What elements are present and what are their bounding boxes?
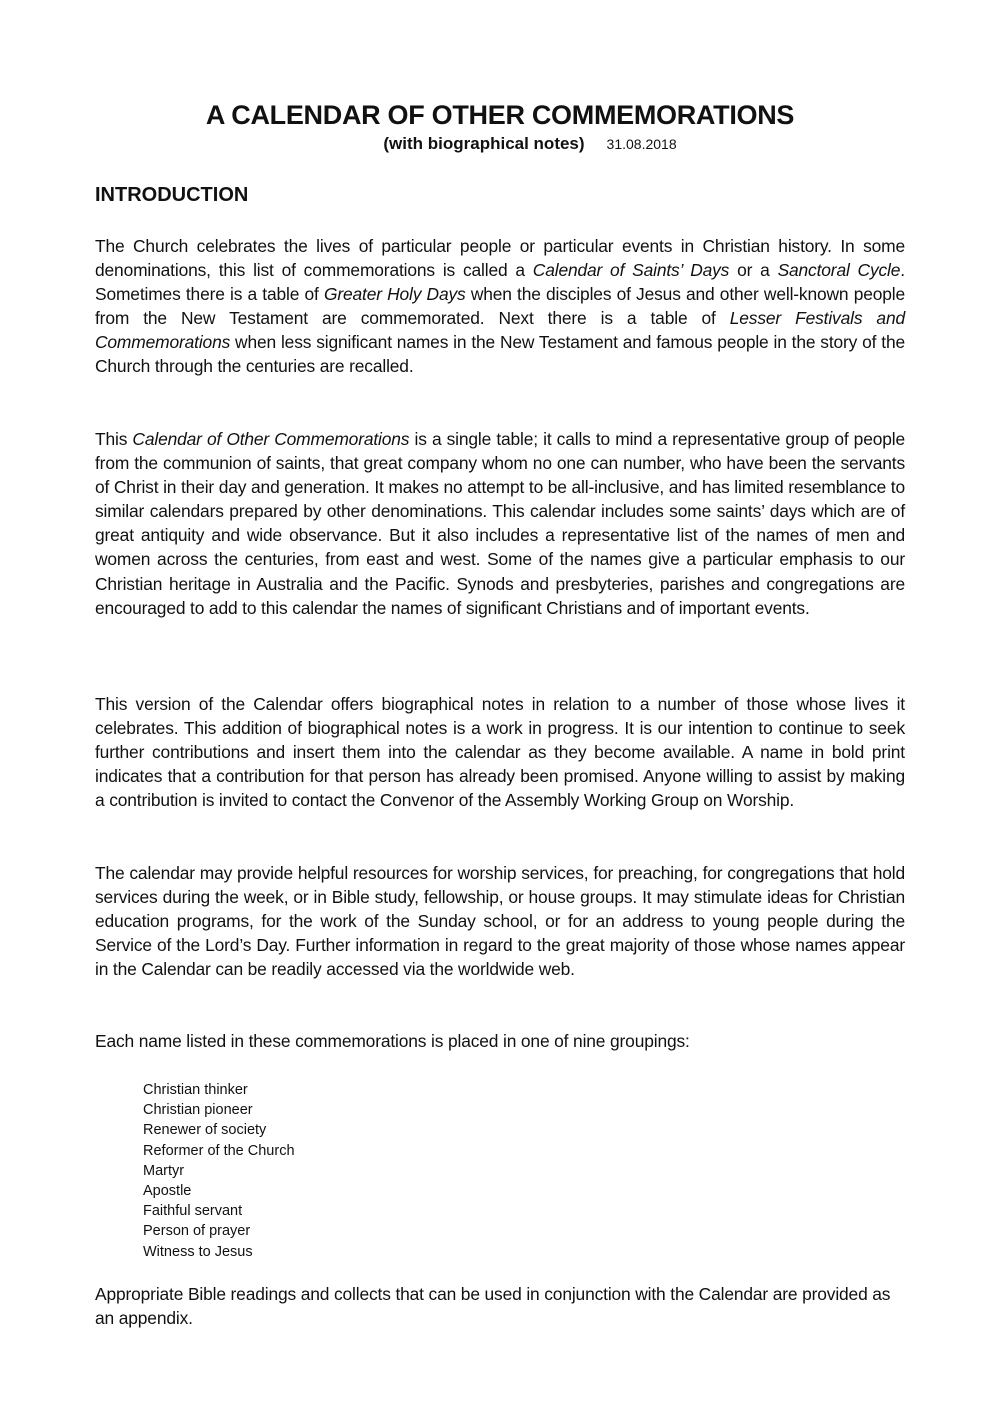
text-run: Each name listed in these commemorations is placed in one of nine groupings: (95, 1031, 690, 1051)
groupings-intro-paragraph (95, 1029, 905, 1053)
grouping-item: Martyr (143, 1162, 185, 1179)
italic-run: Lesser Festivals and Commemorations (95, 308, 905, 353)
intro-paragraph-4 (95, 861, 905, 981)
text-run: This version of the Calendar offers biographical notes in relation to a number of those whose lives it celebrates. This addition of biographical notes is a work in progress. It is our intention to continue to seek further contributions and insert them into the calendar as they become available. A name in bold print indicates that a contribution for that person has already been promised. Anyone willing to assist by making a contribution is invited to contact the Convenor of the Assembly Working Group on Worship. (95, 694, 905, 811)
grouping-item: Christian thinker (143, 1082, 248, 1098)
intro-paragraph-2 (95, 427, 905, 620)
section-heading-introduction: INTRODUCTION (95, 184, 249, 206)
grouping-item: Witness to Jesus (143, 1243, 253, 1260)
document-title: A CALENDAR OF OTHER COMMEMORATIONS (205, 100, 795, 130)
italic-run: Calendar of Saints’ Days (532, 260, 730, 281)
intro-paragraph-1 (95, 234, 905, 379)
italic-run: Greater Holy Days (323, 284, 466, 305)
grouping-item: Person of prayer (143, 1223, 251, 1240)
groupings-list (143, 1080, 295, 1262)
document-subtitle: (with biographical notes) (383, 134, 585, 153)
grouping-item: Apostle (143, 1183, 192, 1200)
text-run: The calendar may provide helpful resources for worship services, for preaching, for congregations that hold services during the week, or in Bible study, fellowship, or house groups. It may stimulate ideas for Christian education programs, for the work of the Sunday school, or for an address to young people during the Service of the Lord’s Day. Further information in regard to the great majority of those whose names appear in the Calendar can be readily accessed via the worldwide web. (95, 863, 905, 980)
grouping-item: Christian pioneer (143, 1102, 253, 1119)
text-run: . Sometimes there is a table of (95, 260, 905, 305)
subtitle-row (95, 133, 905, 155)
text-run: when the disciples of Jesus and other well-known people from the New Testament are commemorated. Next there is a table of (95, 284, 906, 329)
italic-run: Sanctoral Cycle (777, 260, 901, 281)
grouping-item: Faithful servant (143, 1203, 243, 1220)
text-run: This (95, 429, 133, 449)
italic-run: Calendar of Other Commemorations (132, 429, 410, 449)
grouping-item: Renewer of society (143, 1122, 267, 1139)
document-date: 31.08.2018 (606, 136, 677, 152)
closing-paragraph: Appropriate Bible readings and collects that can be used in conjunction with the Calendar are provided as an appendix. (95, 1284, 891, 1329)
text-run: when less significant names in the New Testament and famous people in the story of the Church through the centuries are recalled. (95, 332, 905, 377)
grouping-item: Reformer of the Church (143, 1142, 295, 1159)
text-run: or a (729, 260, 778, 281)
text-run: is a single table; it calls to mind a representative group of people from the communion of saints, that great company whom no one can number, who have been the servants of Christ in their day and generation. It makes no attempt to be all-inclusive, and has limited resemblance to similar calendars prepared by other denominations. This calendar includes some saints’ days which are of great antiquity and wide observance. But it also includes a representative list of the names of men and women across the centuries, from east and west. Some of the names give a particular emphasis to our Christian heritage in Australia and the Pacific. Synods and presbyteries, parishes and congregations are encouraged to add to this calendar the names of significant Christians and of important events. (95, 429, 906, 618)
intro-paragraph-3 (95, 692, 905, 812)
text-run: The Church celebrates the lives of particular people or particular events in Christian history. In some denominations, this list of commemorations is called a (95, 236, 905, 281)
